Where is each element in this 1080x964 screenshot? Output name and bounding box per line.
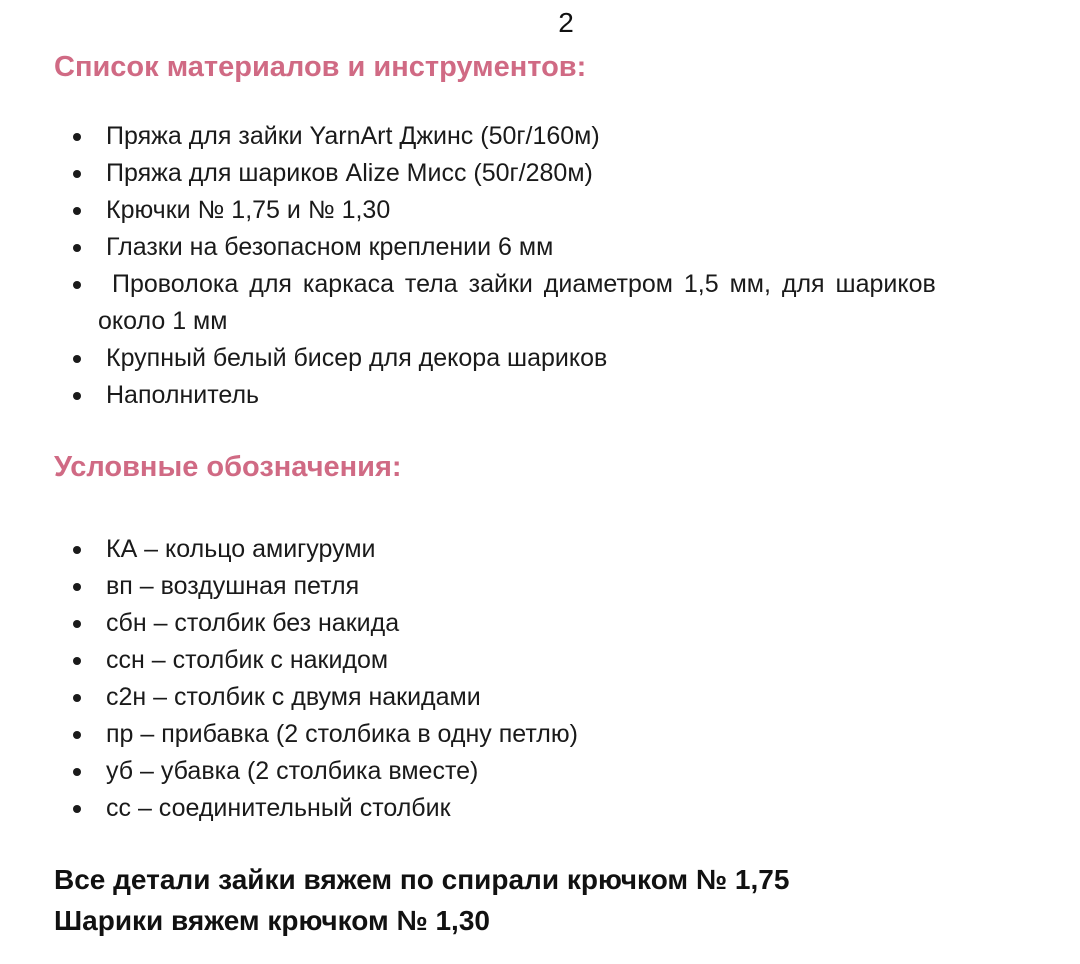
list-item <box>64 642 1014 679</box>
list-item-text: Наполнитель <box>106 381 260 409</box>
list-item <box>64 377 1014 414</box>
list-item <box>64 229 1014 266</box>
materials-list <box>64 118 1014 414</box>
materials-heading: Список материалов и инструментов: <box>54 51 587 83</box>
legend-list <box>64 531 1014 827</box>
list-item <box>64 340 1014 377</box>
list-item-text: сс – соединительный столбик <box>106 794 451 822</box>
page-number: 2 <box>558 7 574 38</box>
list-item-text: сбн – столбик без накида <box>106 609 400 637</box>
list-item-text: вп – воздушная петля <box>106 572 360 600</box>
list-item-text: Глазки на безопасном креплении 6 мм <box>106 233 554 261</box>
list-item <box>64 753 1014 790</box>
legend-heading: Условные обозначения: <box>54 451 402 483</box>
list-item-text: Проволока для каркаса тела зайки диаметром 1,5 мм, для шариков <box>112 270 936 298</box>
list-item <box>64 605 1014 642</box>
list-item-text: Пряжа для зайки YarnArt Джинс (50г/160м) <box>106 122 600 150</box>
list-item <box>64 118 1014 155</box>
list-item <box>64 790 1014 827</box>
list-item-text: Пряжа для шариков Alize Мисс (50г/280м) <box>106 159 593 187</box>
list-item-text: Крупный белый бисер для декора шариков <box>106 344 608 372</box>
list-item-text: КА – кольцо амигуруми <box>106 535 376 563</box>
list-item <box>64 679 1014 716</box>
list-item <box>64 716 1014 753</box>
hook-note-balls: Шарики вяжем крючком № 1,30 <box>54 905 490 936</box>
list-item-text: ссн – столбик с накидом <box>106 646 389 674</box>
hook-note-body: Все детали зайки вяжем по спирали крючком № 1,75 <box>54 864 790 895</box>
list-item <box>64 155 1014 192</box>
list-item-text: с2н – столбик с двумя накидами <box>106 683 481 711</box>
list-item-text: уб – убавка (2 столбика вместе) <box>106 757 479 785</box>
list-item <box>64 192 1014 229</box>
list-item <box>64 531 1014 568</box>
list-item <box>64 568 1014 605</box>
list-item <box>64 266 1014 340</box>
list-item-continuation: около 1 мм <box>98 307 228 335</box>
list-item-text: пр – прибавка (2 столбика в одну петлю) <box>106 720 578 748</box>
list-item-text: Крючки № 1,75 и № 1,30 <box>106 196 391 224</box>
